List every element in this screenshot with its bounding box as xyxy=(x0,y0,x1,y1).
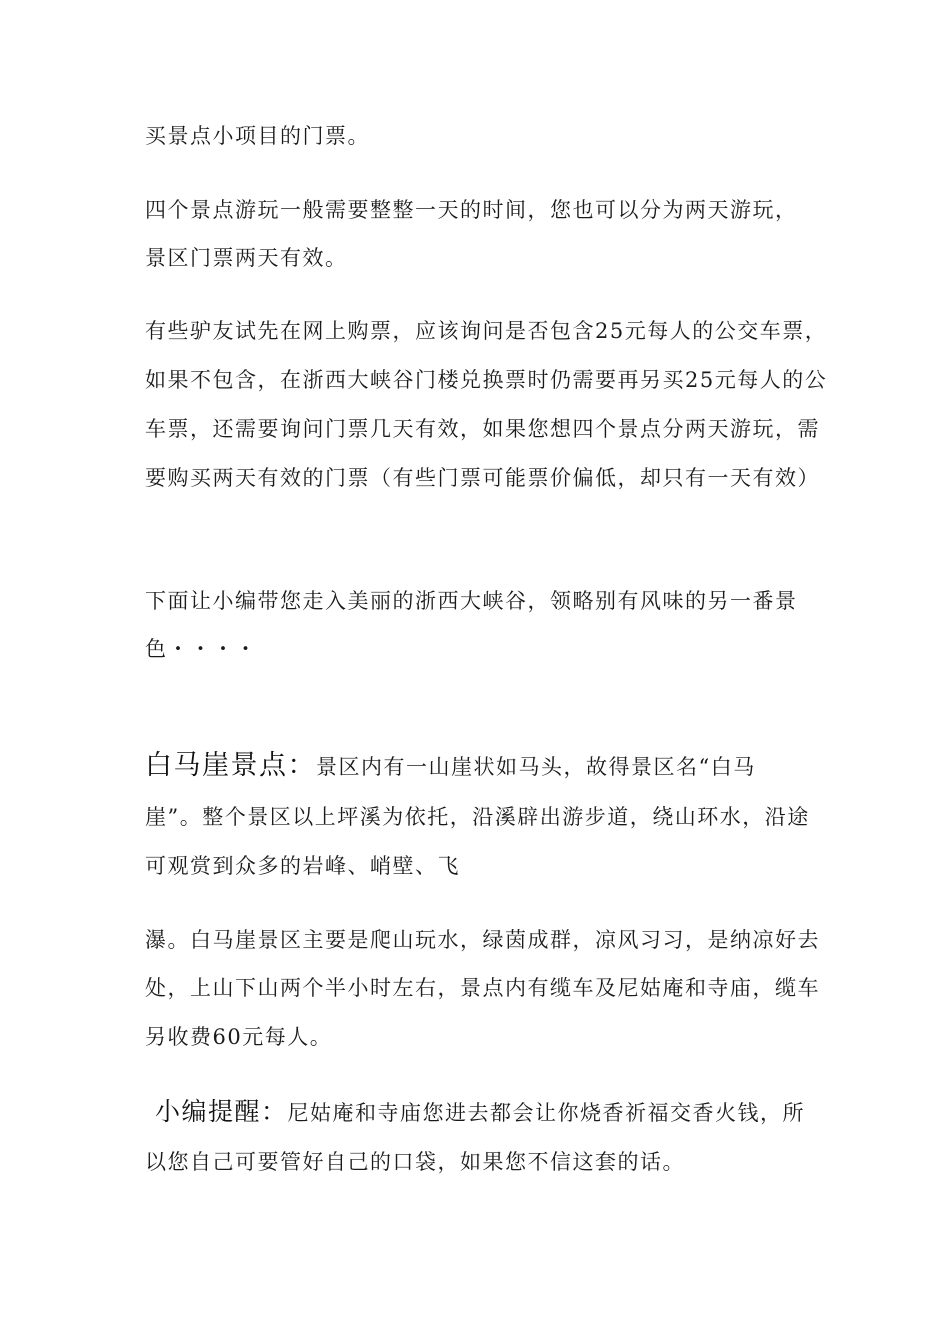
paragraph-text: 景区内有一山崖状如马头，故得景区名“白马 xyxy=(316,755,756,779)
paragraph-line: 四个景点游玩一般需要整整一天的时间，您也可以分为两天游玩， xyxy=(145,198,798,222)
section-line xyxy=(145,752,756,781)
paragraph-line: 有些驴友试先在网上购票，应该询问是否包含25元每人的公交车票， xyxy=(145,319,828,343)
paragraph-line: 另收费60元每人。 xyxy=(145,1025,333,1049)
paragraph-line: 崖”。整个景区以上坪溪为依托，沿溪辟出游步道，绕山环水，沿途 xyxy=(145,805,810,829)
paragraph-line: 瀑。白马崖景区主要是爬山玩水，绿茵成群，凉风习习，是纳凉好去 xyxy=(145,928,820,952)
paragraph-line: 色・・・・ xyxy=(145,637,258,661)
paragraph-line: 如果不包含，在浙西大峡谷门楼兑换票时仍需要再另买25元每人的公 xyxy=(145,368,828,392)
section-line xyxy=(155,1098,805,1127)
section-heading-baimaya: 白马崖景点： xyxy=(145,750,316,781)
paragraph-line: 可观赏到众多的岩峰、峭壁、飞 xyxy=(145,854,460,878)
paragraph-text: 尼姑庵和寺庙您进去都会让你烧香祈福交香火钱，所 xyxy=(287,1101,806,1125)
paragraph-line: 要购买两天有效的门票（有些门票可能票价偏低，却只有一天有效） xyxy=(145,466,820,490)
paragraph-line: 处，上山下山两个半小时左右，景点内有缆车及尼姑庵和寺庙，缆车 xyxy=(145,976,820,1000)
paragraph-line: 下面让小编带您走入美丽的浙西大峡谷，领略别有风味的另一番景 xyxy=(145,589,798,613)
paragraph-line: 以您自己可要管好自己的口袋，如果您不信这套的话。 xyxy=(145,1150,685,1174)
section-heading-reminder: 小编提醒： xyxy=(155,1097,288,1126)
paragraph-line: 景区门票两天有效。 xyxy=(145,246,348,270)
paragraph-line: 买景点小项目的门票。 xyxy=(145,124,370,148)
paragraph-line: 车票，还需要询问门票几天有效，如果您想四个景点分两天游玩，需 xyxy=(145,417,820,441)
